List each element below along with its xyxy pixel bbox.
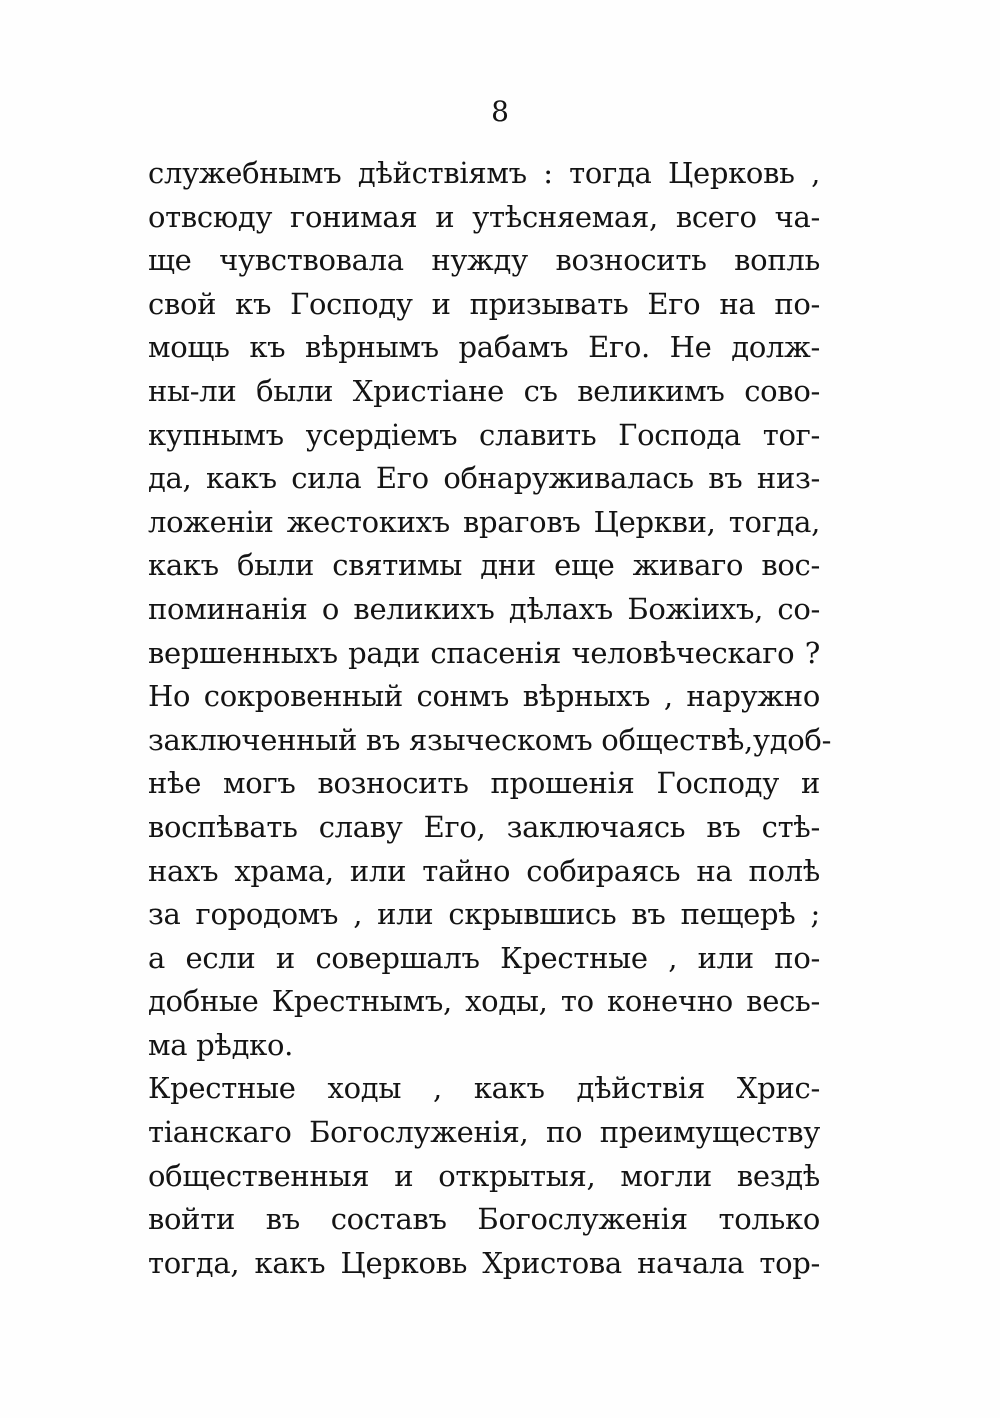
paragraph-1	[148, 152, 832, 1067]
text-line: вершенныхъ ради спасенія человѣческаго ?	[148, 635, 820, 670]
text-line: общественныя и открытыя, могли вездѣ	[148, 1158, 820, 1193]
text-line: тіанскаго Богослуженія, по преимуществу	[148, 1115, 820, 1150]
text-line: воспѣвать славу Его, заключаясь въ стѣ-	[148, 809, 820, 844]
text-line: отвсюду гонимая и утѣсняемая, всего ча-	[148, 199, 820, 234]
body-text	[148, 152, 832, 1285]
text-line: поминанія о великихъ дѣлахъ Божіихъ, со-	[148, 591, 820, 626]
text-line: тогда, какъ Церковь Христова начала тор-	[148, 1245, 820, 1280]
text-line: ложеніи жестокихъ враговъ Церкви, тогда,	[148, 504, 820, 539]
page-number: 8	[491, 95, 509, 128]
text-line: Но сокровенный сонмъ вѣрныхъ , наружно	[148, 679, 820, 714]
text-line: какъ были святимы дни еще живаго вос-	[148, 548, 820, 583]
text-line: заключенный въ языческомъ обществѣ,удоб-	[148, 722, 832, 757]
text-line: служебнымъ дѣйствіямъ : тогда Церковь ,	[148, 156, 820, 190]
text-line: да, какъ сила Его обнаруживалась въ низ-	[148, 461, 820, 496]
text-line: ще чувствовала нужду возносить вопль	[148, 243, 820, 278]
text-line: мощь къ вѣрнымъ рабамъ Его. Не долж-	[148, 330, 820, 365]
text-line: нахъ храма, или тайно собираясь на полѣ	[148, 853, 820, 888]
paragraph-2	[148, 1067, 820, 1285]
text-line: а если и совершалъ Крестные , или по-	[148, 940, 820, 975]
text-line: нѣе могъ возносить прошенія Господу и	[148, 766, 820, 801]
text-line: добные Крестнымъ, ходы, то конечно весь-	[148, 984, 820, 1019]
text-line: ны-ли были Христіане съ великимъ сово-	[148, 373, 820, 408]
text-line: войти въ составъ Богослуженія только	[148, 1202, 820, 1237]
text-line: свой къ Господу и призывать Его на по-	[148, 286, 820, 321]
text-line: ма рѣдко.	[148, 1027, 294, 1062]
text-line: купнымъ усердіемъ славить Господа тог-	[148, 417, 820, 452]
text-line: за городомъ , или скрывшись въ пещерѣ ;	[148, 897, 820, 932]
text-line: Крестные ходы , какъ дѣйствія Хрис-	[148, 1071, 820, 1106]
